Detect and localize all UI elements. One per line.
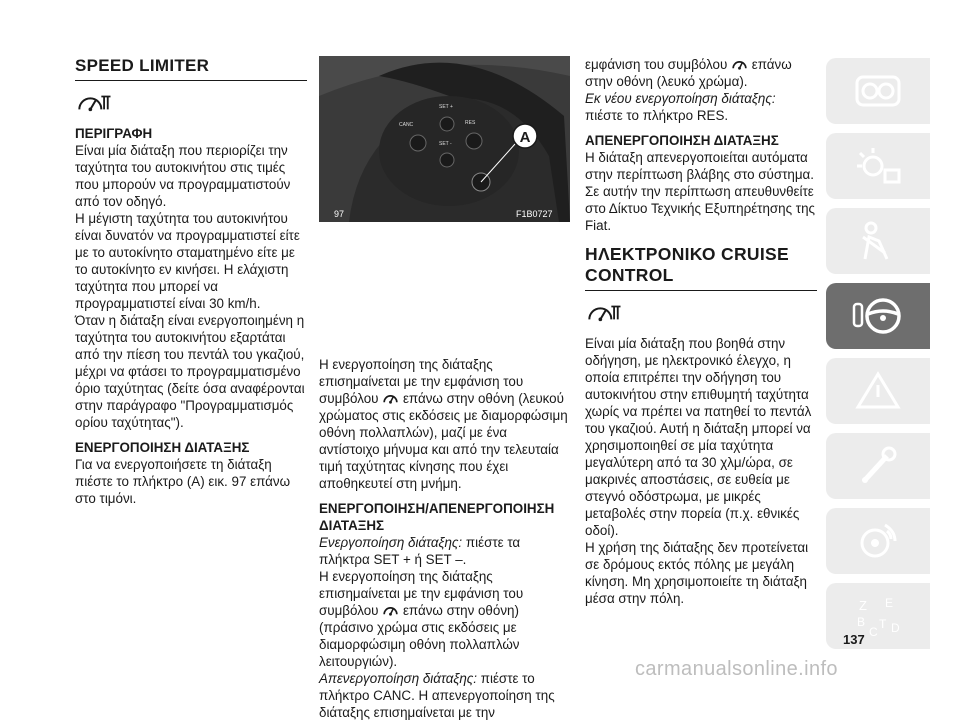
paragraph xyxy=(319,534,570,568)
italic-label: Απενεργοποίηση διάταξης: xyxy=(319,671,478,686)
paragraph xyxy=(585,56,817,90)
text-span: Η ενεργοποίηση της διάταξης επισημαίνεται με την εμφάνιση του συμβόλου xyxy=(319,357,524,406)
speed-limiter-icon xyxy=(75,91,113,113)
speed-limiter-icon xyxy=(731,57,748,71)
text-span: επάνω στην οθόνη (λευκού χρώματος στις εκδόσεις με διαμορφώσιμη οθόνη πολλαπλών), μαζί με ένα αντίστοιχο μήνυμα και από την τελευταία τιμή ταχύτητας κίνησης που έχει αποθηκευτεί στη μνήμη. xyxy=(319,391,568,491)
paragraph xyxy=(319,670,570,721)
text-span: επάνω στην οθόνη (λευκό χρώμα). xyxy=(585,57,792,89)
italic-label: Ενεργοποίηση διάταξης: xyxy=(319,535,463,550)
section-title: SPEED LIMITER xyxy=(75,56,307,81)
paragraph xyxy=(585,90,817,124)
index-letter: Z xyxy=(859,598,867,613)
chapter-tab-index[interactable] xyxy=(826,583,930,649)
paragraph: Είναι μία διάταξη που περιορίζει την ταχύτητα του αυτοκινήτου στις τιμές που μπορούν να προγραμματιστούν από τον οδηγό. xyxy=(75,143,291,209)
section-title: ΗΛΕΚΤΡΟΝΙΚΟ CRUISE CONTROL xyxy=(585,244,817,291)
index-letter: T xyxy=(879,617,887,631)
index-letter: C xyxy=(869,625,878,638)
steering-wheel-illustration xyxy=(319,56,570,222)
speed-limiter-icon xyxy=(382,603,399,617)
figure-code: F1B0727 xyxy=(516,209,553,219)
paragraph: Για να ενεργοποιήσετε τη διάταξη πιέστε το πλήκτρο (A) εικ. 97 επάνω στο τιμόνι. xyxy=(75,457,291,506)
text-span: εμφάνιση του συμβόλου xyxy=(585,57,728,72)
heading-activation: ΕΝΕΡΓΟΠΟΙΗΣΗ ΔΙΑΤΑΞΗΣ xyxy=(75,440,250,455)
chapter-tab-safety[interactable] xyxy=(826,208,930,274)
text-span: επάνω στην οθόνη) (πράσινο χρώμα στις εκδόσεις με διαμορφώσιμη οθόνη πολλαπλών λειτουργιών). xyxy=(319,603,520,669)
text-span: πιέστε τα πλήκτρα SET + ή SET –. xyxy=(319,535,521,567)
text-span: πιέστε το πλήκτρο RES. xyxy=(585,108,729,123)
column-left xyxy=(75,56,307,507)
steering-wheel-icon xyxy=(851,294,905,338)
paragraph: Όταν η διάταξη είναι ενεργοποιημένη η ταχύτητα του αυτοκινήτου εξαρτάται από την πίεση του πεντάλ του γκαζιού, μέχρι να φτάσει το προγραμματισμένο όριο ταχύτητας (δείτε όσα αναφέρονται στην παράγραφο "Προγραμματισμός ορίου ταχύτητας"). xyxy=(75,313,305,430)
paragraph xyxy=(319,568,570,670)
index-letter: B xyxy=(857,615,866,629)
roadside-warning-icon xyxy=(851,369,905,413)
heading-description: ΠΕΡΙΓΡΑΦΗ xyxy=(75,126,153,141)
heading-activation-deactivation: ΕΝΕΡΓΟΠΟΙΗΣΗ/ΑΠΕΝΕΡΓΟΠΟΙΗΣΗ ΔΙΑΤΑΞΗΣ xyxy=(319,501,555,533)
index-letter: E xyxy=(885,596,894,610)
chapter-tab-dashboard[interactable] xyxy=(826,58,930,124)
column-middle xyxy=(319,356,570,721)
cruise-control-icon xyxy=(585,301,623,323)
page-number: 137 xyxy=(843,632,865,647)
button-label-res: RES xyxy=(465,120,476,126)
heading-deactivation: ΑΠΕΝΕΡΓΟΠΟΙΗΣΗ ΔΙΑΤΑΞΗΣ xyxy=(585,133,779,148)
chapter-tab-emergency[interactable] xyxy=(826,358,930,424)
chapter-tab-multimedia[interactable] xyxy=(826,508,930,574)
button-label-set-plus: SET + xyxy=(439,104,453,110)
paragraph: Η χρήση της διάταξης δεν προτείνεται σε δρόμους εκτός πόλης με μεγάλη κίνηση. Μη χρησιμοποιείτε τη διάταξη μέσα στην πόλη. xyxy=(585,540,809,606)
watermark: carmanualsonline.info xyxy=(635,658,838,680)
seat-safety-icon xyxy=(851,219,905,263)
paragraph: Είναι μία διάταξη που βοηθά στην οδήγηση, με ηλεκτρονικό έλεγχο, η οποία επιτρέπει την οδήγηση του αυτοκινήτου στην επιθυμητή ταχύτητα χωρίς να πρέπει να πατηθεί το πεντάλ του γκαζιού. Αυτή η διάταξη μπορεί να χρησιμοποιηθεί σε μία ταχύτητα μεγαλύτερη από τα 30 χλμ/ώρα, σε μακρινές αποστάσεις, σε ευθεία με στεγνό οδόστρωμα, με μικρές μεταβολές στην πορεία (π.χ. εθνικές οδοί). xyxy=(585,336,812,538)
service-wrench-icon xyxy=(851,444,905,488)
dashboard-icon xyxy=(851,69,905,113)
index-letter: D xyxy=(891,621,900,635)
warning-light-icon xyxy=(851,144,905,188)
button-label-canc: CANC xyxy=(399,122,414,128)
paragraph: Η μέγιστη ταχύτητα του αυτοκινήτου είναι δυνατόν να προγραμματιστεί είτε με το αυτοκίνητο σταματημένο είτε με το αυτοκίνητο εν κινήσει. Η ελάχιστη ταχύτητα που μπορεί να προγραμματιστεί είναι 30 km/h. xyxy=(75,211,300,311)
chapter-tab-warning-lights[interactable] xyxy=(826,133,930,199)
text-span: πιέστε το πλήκτρο CANC. Η απενεργοποίηση της διάταξης επισημαίνεται με την xyxy=(319,671,555,720)
paragraph xyxy=(319,356,570,492)
speed-limiter-icon xyxy=(382,391,399,405)
column-right xyxy=(585,56,817,607)
italic-label: Εκ νέου ενεργοποίηση διάταξης: xyxy=(585,91,776,106)
chapter-tab-maintenance[interactable] xyxy=(826,433,930,499)
steering-wheel-figure xyxy=(319,56,570,222)
paragraph: Η διάταξη απενεργοποιείται αυτόματα στην περίπτωση βλάβης στο σύστημα. Σε αυτήν την περίπτωση απευθυνθείτε στο Δίκτυο Τεχνικής Εξυπηρέτησης της Fiat. xyxy=(585,150,815,233)
figure-number: 97 xyxy=(334,209,345,219)
multimedia-icon xyxy=(851,519,905,563)
chapter-tab-driving[interactable] xyxy=(826,283,930,349)
text-span: Η ενεργοποίηση της διάταξης επισημαίνεται με την εμφάνιση του συμβόλου xyxy=(319,569,524,618)
callout-label: A xyxy=(519,129,531,146)
button-label-set-minus: SET - xyxy=(439,141,452,147)
